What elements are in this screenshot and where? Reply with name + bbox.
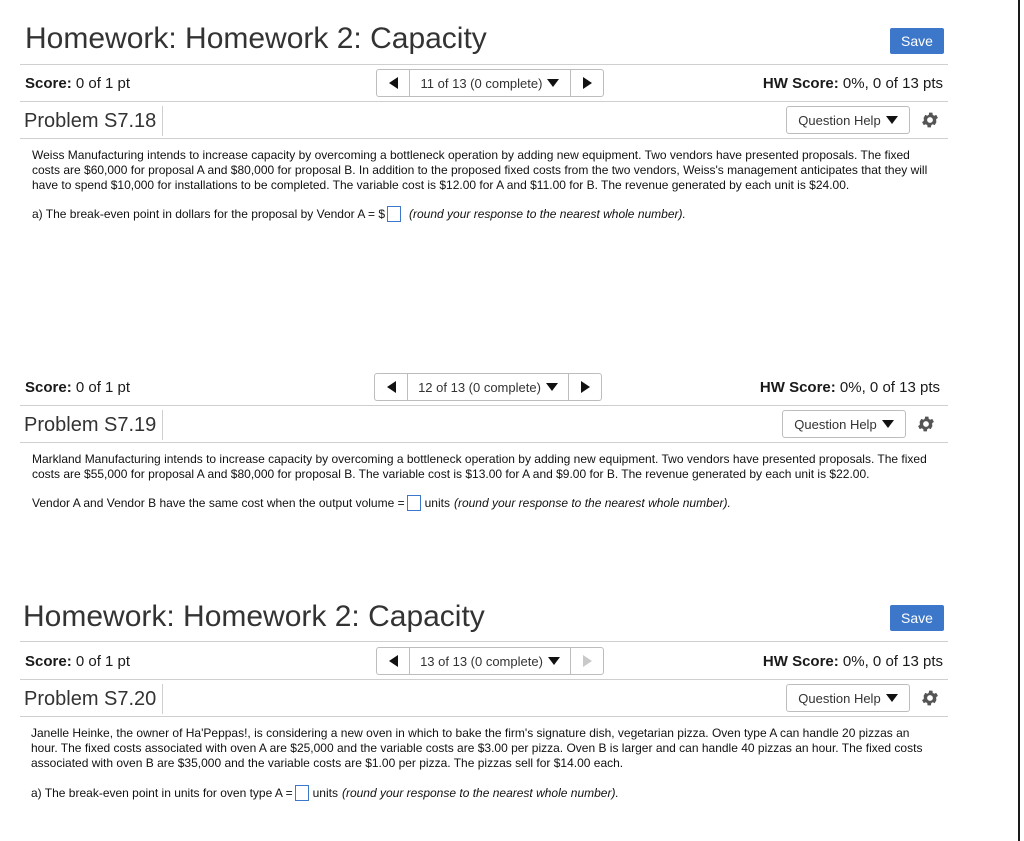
- gear-icon[interactable]: [920, 110, 940, 130]
- problem-block-s7-19: [20, 372, 948, 572]
- score-text: Score: 0 of 1 pt: [25, 75, 131, 92]
- caret-down-icon: [546, 383, 558, 391]
- divider: [20, 442, 948, 443]
- question-help-button[interactable]: Question Help: [782, 410, 906, 438]
- question-navigator: [376, 69, 604, 97]
- gear-icon[interactable]: [916, 414, 936, 434]
- rounding-note: (round your response to the nearest whole number).: [453, 496, 731, 510]
- problem-header: [20, 406, 948, 442]
- divider: [20, 716, 948, 717]
- previous-question-button[interactable]: [377, 70, 410, 96]
- question-selector-dropdown[interactable]: 12 of 13 (0 complete): [407, 374, 569, 400]
- arrow-right-icon: [581, 381, 590, 393]
- arrow-right-icon: [583, 655, 592, 667]
- next-question-button[interactable]: [570, 70, 603, 96]
- question-selector-dropdown[interactable]: 11 of 13 (0 complete): [409, 70, 571, 96]
- hw-score-text: HW Score: 0%, 0 of 13 pts: [762, 75, 943, 92]
- score-text: Score: 0 of 1 pt: [25, 379, 131, 396]
- arrow-left-icon: [389, 77, 398, 89]
- problem-statement: Weiss Manufacturing intends to increase capacity by overcoming a bottleneck operation by adding new equipment. Two vendors have presented proposals. The fixed costs are $60,000 for proposal A and $80,000 for proposal B. In addition to the proposed fixed costs from the two vendors, Weiss's management anticipates that they will have to spend $10,000 for installations to be completed. The variable cost is $12.00 for A and $11.00 for B. The revenue generated by each unit is $24.00.: [32, 148, 928, 192]
- score-row: [20, 68, 948, 98]
- caret-down-icon: [548, 657, 560, 665]
- problem-title: Problem S7.19: [20, 410, 163, 440]
- problem-header: [20, 680, 948, 716]
- save-button[interactable]: Save: [890, 28, 944, 54]
- answer-line: Vendor A and Vendor B have the same cost when the output volume = units (round your response to the nearest whole number).: [32, 496, 731, 510]
- problem-statement: Markland Manufacturing intends to increase capacity by overcoming a bottleneck operation by adding new equipment. Two vendors have presented proposals. The fixed costs are $55,000 for proposal A and $80,000 for proposal B. The variable cost is $13.00 for A and $9.00 for B. The revenue generated by each unit is $22.00.: [32, 452, 927, 481]
- answer-line: a) The break-even point in dollars for the proposal by Vendor A = $ (round your response to the nearest whole number).: [32, 207, 686, 221]
- problem-header: [20, 102, 948, 138]
- previous-question-button[interactable]: [377, 648, 410, 674]
- problem-title: Problem S7.20: [20, 684, 163, 714]
- gear-icon[interactable]: [920, 688, 940, 708]
- problem-statement: Janelle Heinke, the owner of Ha'Peppas!, is considering a new oven in which to bake the firm's signature dish, vegetarian pizza. Oven type A can handle 20 pizzas an hour. The fixed costs associated with oven A are $25,000 and the variable costs are $3.00 per pizza. Oven B is larger and can handle 40 pizzas an hour. The fixed costs associated with oven B are $35,000 and the variable costs are $1.00 per pizza. The pizzas sell for $14.00 each.: [31, 726, 923, 770]
- score-row: [20, 372, 948, 402]
- hw-score-text: HW Score: 0%, 0 of 13 pts: [759, 379, 940, 396]
- window-right-edge: [1018, 0, 1020, 841]
- arrow-right-icon: [583, 77, 592, 89]
- answer-input[interactable]: [387, 206, 401, 222]
- question-help-button[interactable]: Question Help: [786, 684, 910, 712]
- divider: [20, 138, 948, 139]
- score-row: [20, 646, 948, 676]
- hw-score-text: HW Score: 0%, 0 of 13 pts: [762, 653, 943, 670]
- save-button[interactable]: Save: [890, 605, 944, 631]
- arrow-left-icon: [387, 381, 396, 393]
- answer-input[interactable]: [295, 785, 309, 801]
- question-navigator: [374, 373, 602, 401]
- homework-title: Homework: Homework 2: Capacity: [25, 22, 487, 55]
- caret-down-icon: [547, 79, 559, 87]
- next-question-button-disabled: [570, 648, 603, 674]
- question-navigator: [376, 647, 604, 675]
- divider: [20, 641, 948, 642]
- problem-block-s7-20: [20, 580, 948, 830]
- problem-block-s7-18: [20, 0, 948, 330]
- arrow-left-icon: [389, 655, 398, 667]
- caret-down-icon: [886, 116, 898, 124]
- question-help-button[interactable]: Question Help: [786, 106, 910, 134]
- question-selector-dropdown[interactable]: 13 of 13 (0 complete): [409, 648, 571, 674]
- rounding-note: (round your response to the nearest whole number).: [341, 786, 619, 800]
- rounding-note: (round your response to the nearest whole number).: [409, 207, 686, 221]
- problem-title: Problem S7.18: [20, 106, 163, 136]
- answer-line: a) The break-even point in units for oven type A = units (round your response to the nearest whole number).: [31, 786, 619, 800]
- answer-input[interactable]: [407, 495, 421, 511]
- next-question-button[interactable]: [568, 374, 601, 400]
- caret-down-icon: [882, 420, 894, 428]
- caret-down-icon: [886, 694, 898, 702]
- homework-title: Homework: Homework 2: Capacity: [23, 600, 485, 633]
- previous-question-button[interactable]: [375, 374, 408, 400]
- score-text: Score: 0 of 1 pt: [25, 653, 131, 670]
- divider: [20, 64, 948, 65]
